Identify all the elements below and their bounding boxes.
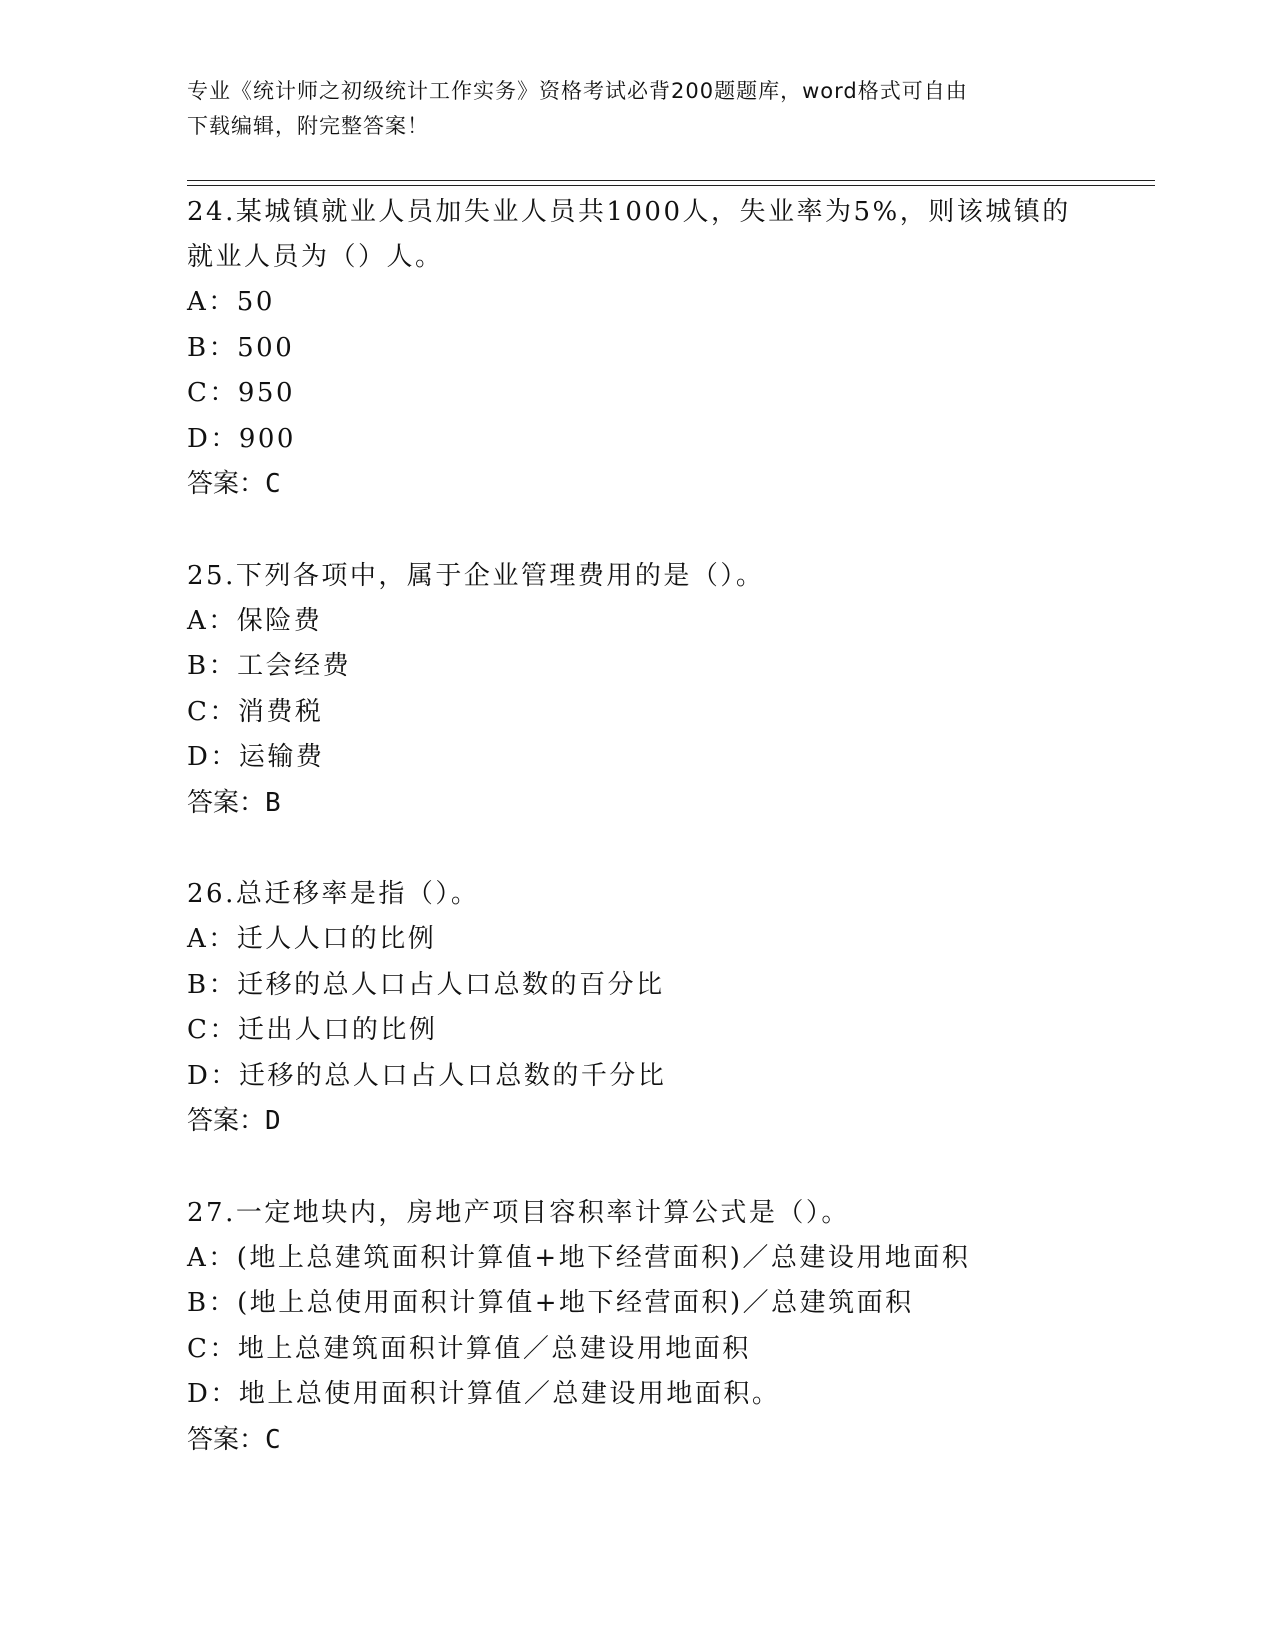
answer-line — [187, 1418, 1107, 1464]
answer-value: C — [265, 469, 281, 499]
option-b: B：工会经费 — [187, 651, 352, 681]
answer-label: 答案： — [187, 469, 266, 499]
option-a: A：迁人人口的比例 — [187, 924, 437, 954]
header-line-1: 专业《统计师之初级统计工作实务》资格考试必背200题题库，word格式可自由 — [187, 79, 968, 103]
answer-line — [187, 781, 1107, 827]
option-b: B：(地上总使用面积计算值+地下经营面积)／总建筑面积 — [187, 1288, 914, 1318]
option-c: C：迁出人口的比例 — [187, 1015, 438, 1045]
question-25 — [187, 554, 1107, 827]
option-c: C：950 — [187, 378, 296, 408]
question-list — [187, 190, 1107, 1509]
answer-line — [187, 462, 1107, 508]
question-stem: 27.一定地块内，房地产项目容积率计算公式是（）。 — [187, 1197, 850, 1228]
option-a: A：(地上总建筑面积计算值+地下经营面积)／总建设用地面积 — [187, 1242, 971, 1273]
question-27 — [187, 1191, 1107, 1464]
option-c: C：消费税 — [187, 696, 324, 727]
answer-line — [187, 1099, 1107, 1145]
header-divider-top — [187, 180, 1155, 181]
answer-label: 答案： — [187, 1424, 266, 1455]
answer-label: 答案： — [187, 787, 266, 818]
header-divider-bottom — [187, 185, 1155, 186]
document-header — [187, 74, 1067, 144]
question-24 — [187, 190, 1107, 508]
option-a: A：50 — [187, 287, 275, 317]
header-line-2: 下载编辑，附完整答案！ — [187, 114, 429, 138]
answer-value: D — [265, 1106, 281, 1136]
question-stem: 25.下列各项中，属于企业管理费用的是（）。 — [187, 560, 765, 591]
answer-value: B — [265, 787, 281, 818]
option-d: D：迁移的总人口占人口总数的千分比 — [187, 1060, 667, 1091]
question-stem-continued: 就业人员为（）人。 — [187, 242, 444, 272]
option-d: D：运输费 — [187, 742, 325, 772]
option-a: A：保险费 — [187, 605, 323, 636]
question-26 — [187, 872, 1107, 1145]
option-c: C：地上总建筑面积计算值／总建设用地面积 — [187, 1333, 751, 1364]
answer-value: C — [265, 1424, 281, 1455]
option-d: D：900 — [187, 423, 296, 454]
option-b: B：迁移的总人口占人口总数的百分比 — [187, 969, 665, 1000]
option-b: B：500 — [187, 332, 295, 363]
question-stem: 26.总迁移率是指（）。 — [187, 879, 480, 909]
answer-label: 答案： — [187, 1106, 266, 1136]
option-d: D：地上总使用面积计算值／总建设用地面积。 — [187, 1379, 781, 1409]
question-stem: 24.某城镇就业人员加失业人员共1000人，失业率为5%，则该城镇的 — [187, 197, 1071, 227]
